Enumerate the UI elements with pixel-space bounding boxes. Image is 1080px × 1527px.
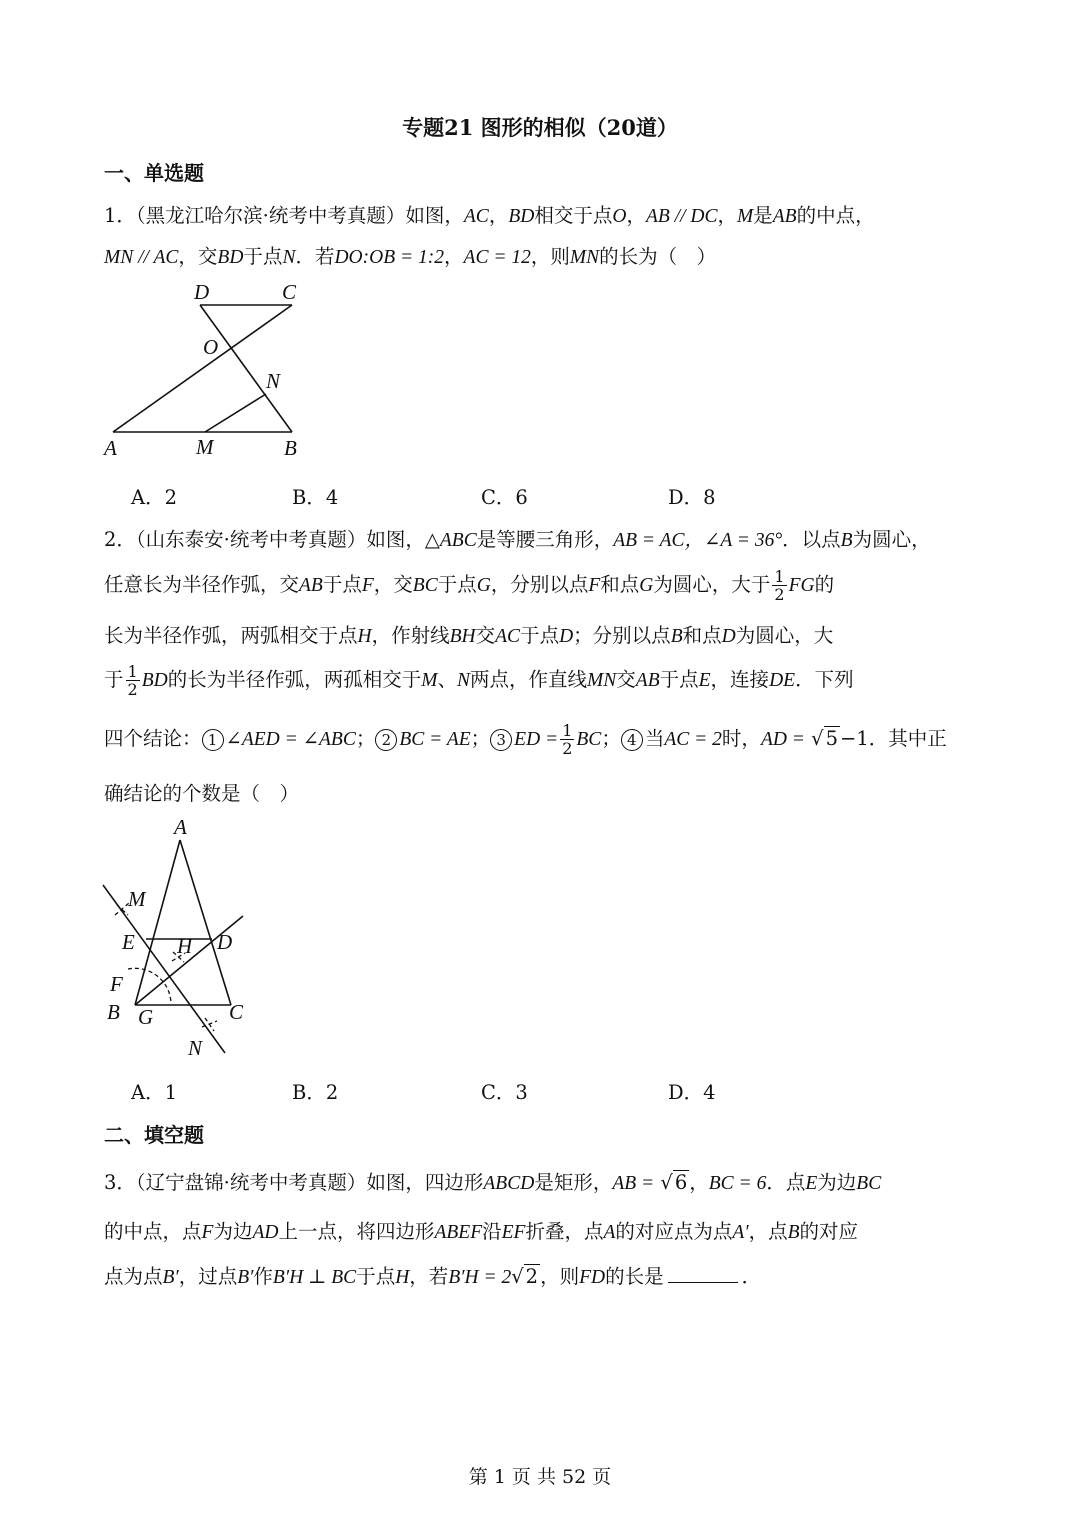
label-b: B (284, 436, 297, 460)
page-footer: 第 1 页 共 52 页 (468, 1466, 612, 1488)
label-m: M (196, 435, 214, 459)
q3-line-3: 点为点B′，过点B′作B′H ⊥ BC于点H，若B′H = 2√ 2 ，则FD的长是 ． (104, 1265, 762, 1288)
q1-option-b[interactable]: B．4 (292, 486, 339, 509)
q2-option-c[interactable]: C．3 (481, 1081, 528, 1104)
q2-line-1: 2．（山东泰安·统考中考真题）如图，△ABC是等腰三角形，AB = AC，∠A = 36°．以点B为圆心， (104, 528, 931, 551)
side-ac (180, 840, 231, 1005)
label-c: C (282, 280, 297, 304)
q2-figure (95, 815, 255, 1060)
label-a: A (104, 436, 117, 460)
fraction-half: $\frac{1}{2}$ (127, 662, 138, 699)
q1-line-1: 1．（黑龙江哈尔滨·统考中考真题）如图，AC，BD相交于点O，AB // DC，M是AB的中点， (104, 204, 875, 227)
label-n: N (266, 369, 281, 393)
q2-option-a[interactable]: A．1 (131, 1081, 177, 1104)
q2-line-2: 任意长为半径作弧，交AB于点F，交BC于点G，分别以点F和点G为圆心，大于 $\frac{1}{2}$ FG的 (104, 567, 835, 604)
q3-line-1: 3．（辽宁盘锦·统考中考真题）如图，四边形ABCD是矩形，AB = √ 6 ，BC = 6．点E为边BC (104, 1171, 882, 1194)
label-d: D (217, 930, 233, 954)
label-h: H (177, 934, 193, 958)
fraction-half: $\frac{1}{2}$ (562, 721, 573, 758)
q2-option-b[interactable]: B．2 (292, 1081, 339, 1104)
label-a: A (174, 815, 187, 839)
q2-line-3: 长为半径作弧，两弧相交于点H，作射线BH交AC于点D；分别以点B和点D为圆心，大 (104, 624, 834, 647)
q1-figure (95, 275, 325, 465)
label-f: F (110, 972, 123, 996)
label-g: G (138, 1005, 154, 1029)
label-c: C (229, 1000, 244, 1024)
section-heading-single-choice: 一、单选题 (104, 161, 204, 185)
label-e: E (122, 930, 135, 954)
arc-fg (128, 968, 171, 1003)
q2-line-6: 确结论的个数是（ ） (104, 782, 300, 805)
q3-line-2: 的中点，点F为边AD上一点，将四边形ABEF沿EF折叠，点A的对应点为点A′，点B的对应 (104, 1220, 859, 1243)
q1-line-2: MN // AC，交BD于点N．若DO:OB = 1:2，AC = 12，则MN的长为（ ） (104, 245, 717, 268)
fraction-half: $\frac{1}{2}$ (774, 567, 785, 604)
q2-line-5: 四个结论： 1 ∠AED = ∠ABC； 2 BC = AE； 3 ED = $\frac{1}{2}$ BC； 4 当AC = 2时，AD = √ 5 −1．其中正 (104, 721, 947, 758)
label-o: O (203, 335, 219, 359)
segment-mn (205, 394, 266, 432)
q1-option-a[interactable]: A．2 (131, 486, 177, 509)
label-n: N (188, 1036, 203, 1060)
label-d: D (194, 280, 210, 304)
page-title: 专题21 图形的相似（20道） (402, 115, 678, 140)
label-m: M (128, 887, 146, 911)
label-b: B (107, 1000, 120, 1024)
q2-option-d[interactable]: D．4 (668, 1081, 716, 1104)
q1-option-c[interactable]: C．6 (481, 486, 528, 509)
side-ab (135, 840, 180, 1005)
section-heading-fill-blank: 二、填空题 (104, 1123, 204, 1147)
q1-option-d[interactable]: D．8 (668, 486, 716, 509)
q2-line-4: 于 $\frac{1}{2}$ BD的长为半径作弧，两孤相交于M、N两点，作直线MN交AB于点E，连接DE．下列 (104, 662, 854, 699)
answer-blank[interactable] (668, 1282, 738, 1283)
